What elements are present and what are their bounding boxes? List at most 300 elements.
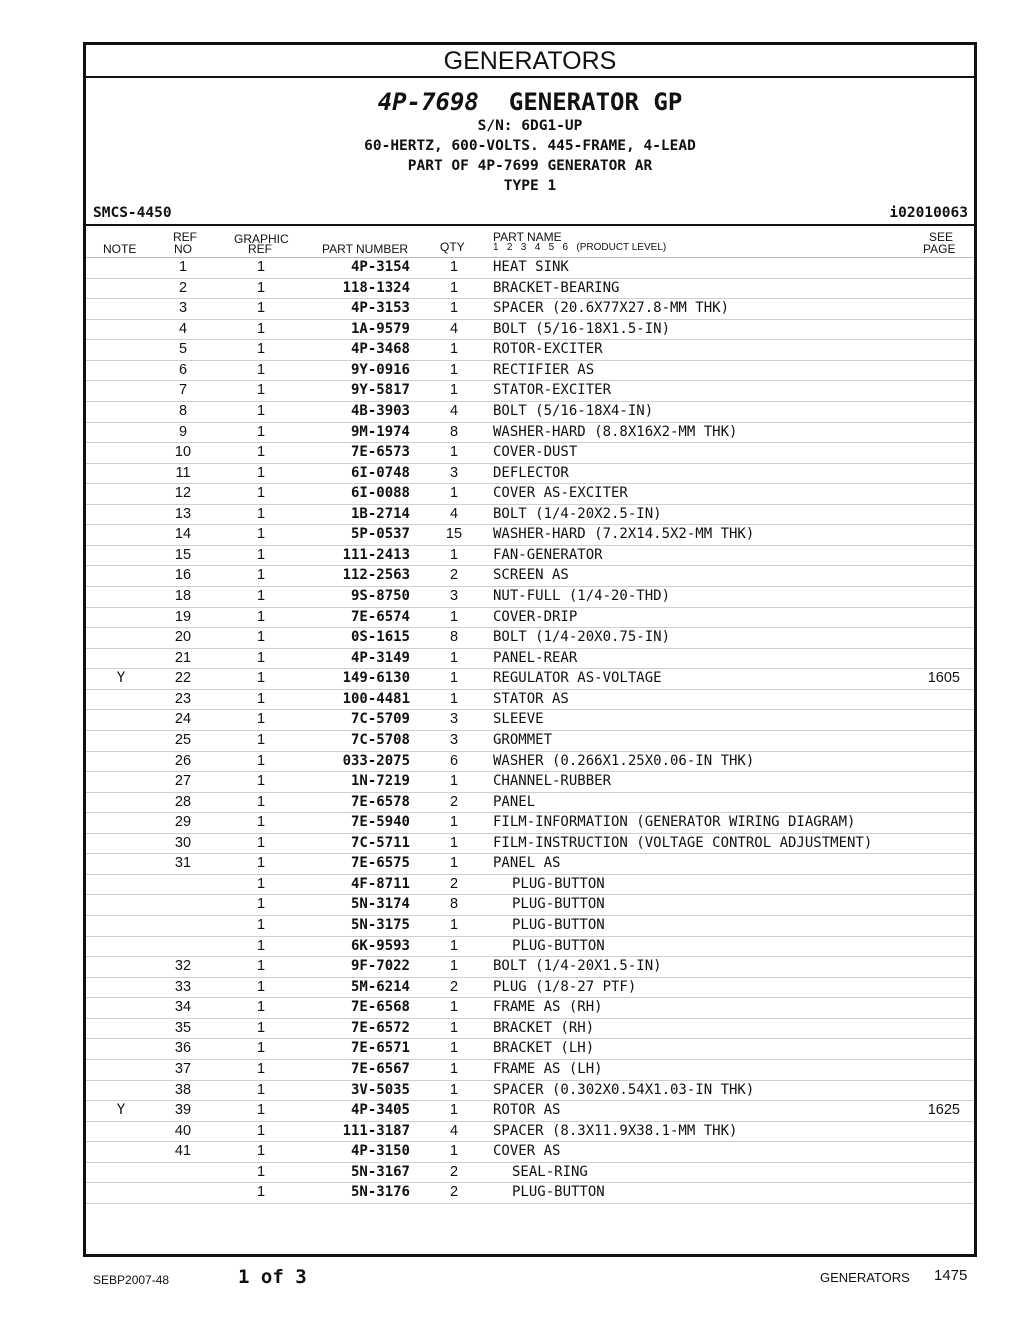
row-qty: 1 <box>449 1040 459 1057</box>
row-part-number: 112-2563 <box>342 567 410 584</box>
row-ref-no: 18 <box>174 588 192 604</box>
row-qty: 15 <box>445 526 463 543</box>
parts-list-frame <box>83 42 977 1257</box>
section-title: GENERATORS <box>86 45 974 78</box>
row-qty: 1 <box>449 917 459 933</box>
table-row <box>86 566 974 587</box>
row-ref-no: 37 <box>174 1060 192 1077</box>
table-row <box>86 752 974 773</box>
col-graphic-ref-line1: GRAPHIC <box>234 232 289 246</box>
row-graphic-ref: 1 <box>256 300 266 317</box>
table-row <box>86 731 974 752</box>
row-qty: 1 <box>449 958 459 975</box>
row-part-number: 4P-3153 <box>350 300 410 317</box>
row-qty: 8 <box>449 423 459 440</box>
row-ref-no: 29 <box>174 814 192 831</box>
table-row <box>86 669 974 690</box>
row-graphic-ref: 1 <box>256 1081 266 1098</box>
row-graphic-ref: 1 <box>256 649 266 666</box>
table-row <box>86 525 974 546</box>
group-part-title: GENERATOR GP <box>508 88 683 116</box>
row-part-name: FAN-GENERATOR <box>493 546 603 563</box>
row-graphic-ref: 1 <box>256 464 266 481</box>
row-qty: 1 <box>449 834 459 851</box>
row-graphic-ref: 1 <box>256 958 266 975</box>
row-part-name: DEFLECTOR <box>493 464 569 481</box>
row-qty: 1 <box>449 279 459 296</box>
type-line: TYPE 1 <box>503 178 557 194</box>
table-row <box>86 505 974 526</box>
row-part-number: 7E-6573 <box>350 444 410 461</box>
col-part-name: PART NAME <box>493 230 562 244</box>
row-graphic-ref: 1 <box>256 1102 266 1119</box>
row-qty: 1 <box>449 546 459 563</box>
row-part-number: 5N-3174 <box>350 896 410 913</box>
row-graphic-ref: 1 <box>256 1143 266 1160</box>
page-number: 1475 <box>934 1267 968 1284</box>
row-ref-no: 32 <box>174 958 192 975</box>
row-graphic-ref: 1 <box>256 937 266 954</box>
part-of-line: PART OF 4P-7699 GENERATOR AR <box>407 158 653 174</box>
row-graphic-ref: 1 <box>256 608 266 625</box>
row-part-number: 9F-7022 <box>350 958 410 975</box>
row-part-number: 4P-3150 <box>350 1143 410 1160</box>
row-ref-no: 34 <box>174 999 192 1016</box>
row-see-page: 1625 <box>927 1102 960 1119</box>
table-row <box>86 258 974 279</box>
row-part-name: COVER-DRIP <box>493 608 578 625</box>
row-graphic-ref: 1 <box>256 1040 266 1057</box>
row-ref-no: 28 <box>174 793 192 810</box>
row-graphic-ref: 1 <box>256 444 266 461</box>
row-graphic-ref: 1 <box>256 690 266 707</box>
row-qty: 6 <box>449 752 459 769</box>
row-part-name: PANEL-REAR <box>493 649 578 666</box>
table-row <box>86 895 974 916</box>
parts-table <box>86 258 974 1204</box>
row-ref-no: 6 <box>178 361 188 378</box>
col-part-number: PART NUMBER <box>322 242 409 256</box>
col-qty: QTY <box>440 240 465 254</box>
row-part-number: 7C-5708 <box>350 731 410 748</box>
col-ref-no-line2: NO <box>174 242 192 256</box>
row-ref-no: 21 <box>174 649 192 666</box>
row-part-name: SPACER (20.6X77X27.8-MM THK) <box>493 300 730 317</box>
row-ref-no: 30 <box>174 834 192 851</box>
row-part-number: 5P-0537 <box>350 526 410 543</box>
row-qty: 3 <box>449 464 459 481</box>
row-ref-no: 36 <box>174 1040 192 1057</box>
row-part-number: 100-4481 <box>342 690 410 707</box>
row-part-number: 7E-6575 <box>350 855 410 872</box>
serial-range: S/N: 6DG1-UP <box>477 118 583 134</box>
table-row <box>86 546 974 567</box>
row-part-number: 4P-3154 <box>350 259 410 275</box>
row-see-page: 1605 <box>927 670 960 687</box>
row-graphic-ref: 1 <box>256 259 266 275</box>
col-note: NOTE <box>103 242 137 256</box>
row-qty: 1 <box>449 649 459 666</box>
parts-header <box>86 78 974 226</box>
table-row <box>86 1183 974 1204</box>
table-row <box>86 587 974 608</box>
row-ref-no: 11 <box>175 464 191 481</box>
row-part-name: BOLT (5/16-18X1.5-IN) <box>493 320 671 337</box>
row-part-name: PLUG (1/8-27 PTF) <box>493 978 637 995</box>
table-row <box>86 1060 974 1081</box>
row-part-number: 7C-5711 <box>350 834 410 851</box>
row-qty: 2 <box>449 793 459 810</box>
row-qty: 1 <box>449 690 459 707</box>
row-ref-no: 4 <box>178 320 188 337</box>
row-ref-no: 22 <box>174 670 192 687</box>
row-part-number: 4P-3468 <box>350 341 410 358</box>
row-part-name: WASHER-HARD (7.2X14.5X2-MM THK) <box>493 526 755 543</box>
row-part-number: 7E-5940 <box>350 814 410 831</box>
row-graphic-ref: 1 <box>256 1184 266 1201</box>
row-qty: 1 <box>449 670 459 687</box>
row-ref-no: 40 <box>174 1122 192 1139</box>
row-qty: 4 <box>449 402 459 419</box>
row-part-number: 7E-6567 <box>350 1060 410 1077</box>
row-part-number: 7E-6578 <box>350 793 410 810</box>
row-part-name: SEAL-RING <box>512 1163 588 1180</box>
row-qty: 1 <box>449 814 459 831</box>
table-row <box>86 423 974 444</box>
row-graphic-ref: 1 <box>256 834 266 851</box>
row-graphic-ref: 1 <box>256 588 266 604</box>
row-part-name: COVER-DUST <box>493 444 578 461</box>
table-row <box>86 340 974 361</box>
row-part-name: BOLT (1/4-20X0.75-IN) <box>493 629 671 646</box>
table-row <box>86 484 974 505</box>
row-graphic-ref: 1 <box>256 423 266 440</box>
col-graphic-ref-line2: REF <box>248 242 272 256</box>
table-row <box>86 299 974 320</box>
row-ref-no: 24 <box>174 711 192 728</box>
table-row <box>86 1019 974 1040</box>
row-part-name: ROTOR AS <box>493 1102 561 1119</box>
table-row <box>86 381 974 402</box>
row-graphic-ref: 1 <box>256 731 266 748</box>
row-qty: 1 <box>449 300 459 317</box>
row-part-name: PLUG-BUTTON <box>512 1184 605 1201</box>
row-ref-no: 19 <box>174 608 192 625</box>
row-qty: 1 <box>449 999 459 1016</box>
row-part-name: PANEL AS <box>493 855 561 872</box>
row-part-name: GROMMET <box>493 731 553 748</box>
column-headers <box>86 226 974 258</box>
row-qty: 2 <box>449 978 459 995</box>
row-ref-no: 3 <box>178 300 188 317</box>
row-part-name: SCREEN AS <box>493 567 569 584</box>
row-ref-no: 38 <box>174 1081 192 1098</box>
table-row <box>86 937 974 958</box>
row-graphic-ref: 1 <box>256 1122 266 1139</box>
table-row <box>86 690 974 711</box>
row-part-number: 5N-3167 <box>350 1163 410 1180</box>
row-graphic-ref: 1 <box>256 546 266 563</box>
row-part-number: 7E-6571 <box>350 1040 410 1057</box>
row-ref-no: 13 <box>174 505 192 522</box>
table-row <box>86 1081 974 1102</box>
row-part-name: BOLT (1/4-20X1.5-IN) <box>493 958 662 975</box>
table-row <box>86 978 974 999</box>
row-part-number: 5N-3175 <box>350 917 410 933</box>
table-row <box>86 793 974 814</box>
row-qty: 1 <box>449 937 459 954</box>
row-graphic-ref: 1 <box>256 505 266 522</box>
row-part-number: 9Y-0916 <box>350 361 410 378</box>
row-note: Y <box>116 1102 126 1119</box>
row-ref-no: 39 <box>174 1102 192 1119</box>
table-row <box>86 875 974 896</box>
row-part-name: NUT-FULL (1/4-20-THD) <box>493 588 671 604</box>
col-ref-no-line1: REF <box>173 230 197 244</box>
row-ref-no: 16 <box>174 567 192 584</box>
row-qty: 3 <box>449 588 459 604</box>
row-qty: 1 <box>449 1102 459 1119</box>
row-graphic-ref: 1 <box>256 320 266 337</box>
col-product-levels: 1 2 3 4 5 6 (PRODUCT LEVEL) <box>493 242 667 253</box>
row-part-name: HEAT SINK <box>493 259 569 275</box>
row-qty: 1 <box>449 855 459 872</box>
row-part-name: BRACKET (RH) <box>493 1019 595 1036</box>
row-graphic-ref: 1 <box>256 382 266 399</box>
row-part-number: 1B-2714 <box>350 505 410 522</box>
row-qty: 1 <box>449 444 459 461</box>
row-graphic-ref: 1 <box>256 279 266 296</box>
row-part-number: 4P-3405 <box>350 1102 410 1119</box>
illustration-id: i02010063 <box>889 205 968 221</box>
row-part-name: SPACER (8.3X11.9X38.1-MM THK) <box>493 1122 738 1139</box>
row-graphic-ref: 1 <box>256 361 266 378</box>
smcs-code: SMCS-4450 <box>93 205 172 221</box>
row-graphic-ref: 1 <box>256 629 266 646</box>
row-graphic-ref: 1 <box>256 1019 266 1036</box>
row-qty: 1 <box>449 341 459 358</box>
row-part-name: BOLT (5/16-18X4-IN) <box>493 402 654 419</box>
row-graphic-ref: 1 <box>256 917 266 933</box>
row-qty: 4 <box>449 320 459 337</box>
row-part-name: RECTIFIER AS <box>493 361 595 378</box>
col-see-page-line1: SEE <box>929 230 954 244</box>
row-part-number: 3V-5035 <box>350 1081 410 1098</box>
row-qty: 1 <box>449 608 459 625</box>
row-ref-no: 25 <box>174 731 192 748</box>
row-part-name: PANEL <box>493 793 536 810</box>
row-graphic-ref: 1 <box>256 773 266 790</box>
row-part-name: BOLT (1/4-20X2.5-IN) <box>493 505 662 522</box>
table-row <box>86 1039 974 1060</box>
table-row <box>86 1101 974 1122</box>
row-part-name: FILM-INFORMATION (GENERATOR WIRING DIAGRAM) <box>493 814 856 831</box>
row-ref-no: 14 <box>174 526 192 543</box>
row-part-name: FILM-INSTRUCTION (VOLTAGE CONTROL ADJUSTMENT) <box>493 834 873 851</box>
row-graphic-ref: 1 <box>256 567 266 584</box>
table-row <box>86 957 974 978</box>
row-ref-no: 26 <box>174 752 192 769</box>
row-part-name: STATOR-EXCITER <box>493 382 612 399</box>
row-part-name: WASHER (0.266X1.25X0.06-IN THK) <box>493 752 755 769</box>
table-row <box>86 916 974 937</box>
row-graphic-ref: 1 <box>256 978 266 995</box>
row-qty: 1 <box>449 1060 459 1077</box>
row-part-name: SLEEVE <box>493 711 544 728</box>
row-part-name: REGULATOR AS-VOLTAGE <box>493 670 662 687</box>
row-part-number: 6K-9593 <box>350 937 410 954</box>
row-part-number: 6I-0088 <box>350 485 410 502</box>
row-part-name: FRAME AS (RH) <box>493 999 603 1016</box>
row-part-number: 149-6130 <box>342 670 410 687</box>
table-row <box>86 710 974 731</box>
table-row <box>86 649 974 670</box>
row-graphic-ref: 1 <box>256 793 266 810</box>
row-graphic-ref: 1 <box>256 896 266 913</box>
row-part-name: SPACER (0.302X0.54X1.03-IN THK) <box>493 1081 755 1098</box>
row-part-number: 6I-0748 <box>350 464 410 481</box>
row-graphic-ref: 1 <box>256 875 266 892</box>
row-part-name: CHANNEL-RUBBER <box>493 773 612 790</box>
row-part-name: PLUG-BUTTON <box>512 937 605 954</box>
table-row <box>86 1142 974 1163</box>
row-qty: 2 <box>449 567 459 584</box>
row-qty: 8 <box>449 896 459 913</box>
table-row <box>86 998 974 1019</box>
row-ref-no: 5 <box>178 341 188 358</box>
row-ref-no: 12 <box>174 485 192 502</box>
row-part-number: 4B-3903 <box>350 402 410 419</box>
row-ref-no: 35 <box>174 1019 192 1036</box>
row-part-name: ROTOR-EXCITER <box>493 341 603 358</box>
table-row <box>86 320 974 341</box>
doc-code: SEBP2007-48 <box>93 1273 170 1287</box>
row-ref-no: 23 <box>174 690 192 707</box>
group-part-number: 4P-7698 <box>377 88 479 116</box>
row-qty: 1 <box>449 1143 459 1160</box>
spec-line: 60-HERTZ, 600-VOLTS. 445-FRAME, 4-LEAD <box>364 138 696 154</box>
table-row <box>86 443 974 464</box>
row-part-number: 111-2413 <box>342 546 410 563</box>
table-row <box>86 772 974 793</box>
row-ref-no: 8 <box>178 402 188 419</box>
table-row <box>86 608 974 629</box>
row-part-number: 4P-3149 <box>350 649 410 666</box>
row-qty: 2 <box>449 1163 459 1180</box>
row-part-number: 9Y-5817 <box>350 382 410 399</box>
row-part-number: 1N-7219 <box>350 773 410 790</box>
row-part-name: PLUG-BUTTON <box>512 917 605 933</box>
table-row <box>86 464 974 485</box>
row-qty: 4 <box>449 505 459 522</box>
row-part-number: 5N-3176 <box>350 1184 410 1201</box>
row-part-number: 033-2075 <box>342 752 410 769</box>
row-part-number: 118-1324 <box>342 279 410 296</box>
group-title <box>86 88 974 116</box>
row-part-number: 7E-6574 <box>350 608 410 625</box>
row-qty: 4 <box>449 1122 459 1139</box>
row-ref-no: 27 <box>174 773 192 790</box>
row-note: Y <box>116 670 126 687</box>
table-row <box>86 1163 974 1184</box>
row-qty: 3 <box>449 711 459 728</box>
row-graphic-ref: 1 <box>256 402 266 419</box>
row-part-name: PLUG-BUTTON <box>512 896 605 913</box>
row-ref-no: 10 <box>174 444 192 461</box>
table-row <box>86 628 974 649</box>
row-ref-no: 1 <box>178 259 188 275</box>
row-graphic-ref: 1 <box>256 711 266 728</box>
row-qty: 8 <box>449 629 459 646</box>
row-qty: 3 <box>449 731 459 748</box>
row-qty: 1 <box>449 382 459 399</box>
row-part-name: PLUG-BUTTON <box>512 875 605 892</box>
row-ref-no: 20 <box>174 629 192 646</box>
table-row <box>86 834 974 855</box>
row-graphic-ref: 1 <box>256 999 266 1016</box>
row-part-name: STATOR AS <box>493 690 569 707</box>
row-graphic-ref: 1 <box>256 752 266 769</box>
row-part-number: 9S-8750 <box>350 588 410 604</box>
row-graphic-ref: 1 <box>256 814 266 831</box>
table-row <box>86 279 974 300</box>
row-graphic-ref: 1 <box>256 485 266 502</box>
row-part-number: 111-3187 <box>342 1122 410 1139</box>
row-ref-no: 31 <box>174 855 192 872</box>
row-graphic-ref: 1 <box>256 341 266 358</box>
row-ref-no: 7 <box>178 382 188 399</box>
row-ref-no: 9 <box>178 423 188 440</box>
row-part-number: 9M-1974 <box>350 423 410 440</box>
col-see-page-line2: PAGE <box>923 242 956 256</box>
row-qty: 2 <box>449 1184 459 1201</box>
row-qty: 1 <box>449 1081 459 1098</box>
row-ref-no: 33 <box>174 978 192 995</box>
row-part-number: 4F-8711 <box>350 875 410 892</box>
row-ref-no: 15 <box>174 546 192 563</box>
row-part-name: COVER AS <box>493 1143 561 1160</box>
row-part-number: 7E-6568 <box>350 999 410 1016</box>
row-ref-no: 41 <box>174 1143 192 1160</box>
row-graphic-ref: 1 <box>256 855 266 872</box>
page-of: 1 of 3 <box>238 1266 307 1288</box>
table-row <box>86 813 974 834</box>
row-qty: 2 <box>449 875 459 892</box>
row-part-number: 7E-6572 <box>350 1019 410 1036</box>
page-footer <box>0 1262 1020 1292</box>
row-graphic-ref: 1 <box>256 1163 266 1180</box>
table-row <box>86 854 974 875</box>
row-graphic-ref: 1 <box>256 670 266 687</box>
row-qty: 1 <box>449 259 459 275</box>
table-row <box>86 361 974 382</box>
row-qty: 1 <box>449 485 459 502</box>
row-part-name: BRACKET-BEARING <box>493 279 620 296</box>
row-part-name: FRAME AS (LH) <box>493 1060 603 1077</box>
row-graphic-ref: 1 <box>256 526 266 543</box>
row-part-name: WASHER-HARD (8.8X16X2-MM THK) <box>493 423 738 440</box>
row-qty: 1 <box>449 1019 459 1036</box>
row-qty: 1 <box>449 361 459 378</box>
row-ref-no: 2 <box>178 279 188 296</box>
row-part-name: COVER AS-EXCITER <box>493 485 628 502</box>
row-part-number: 5M-6214 <box>350 978 410 995</box>
row-qty: 1 <box>449 773 459 790</box>
row-part-number: 0S-1615 <box>350 629 410 646</box>
row-part-name: BRACKET (LH) <box>493 1040 595 1057</box>
table-row <box>86 1122 974 1143</box>
row-graphic-ref: 1 <box>256 1060 266 1077</box>
